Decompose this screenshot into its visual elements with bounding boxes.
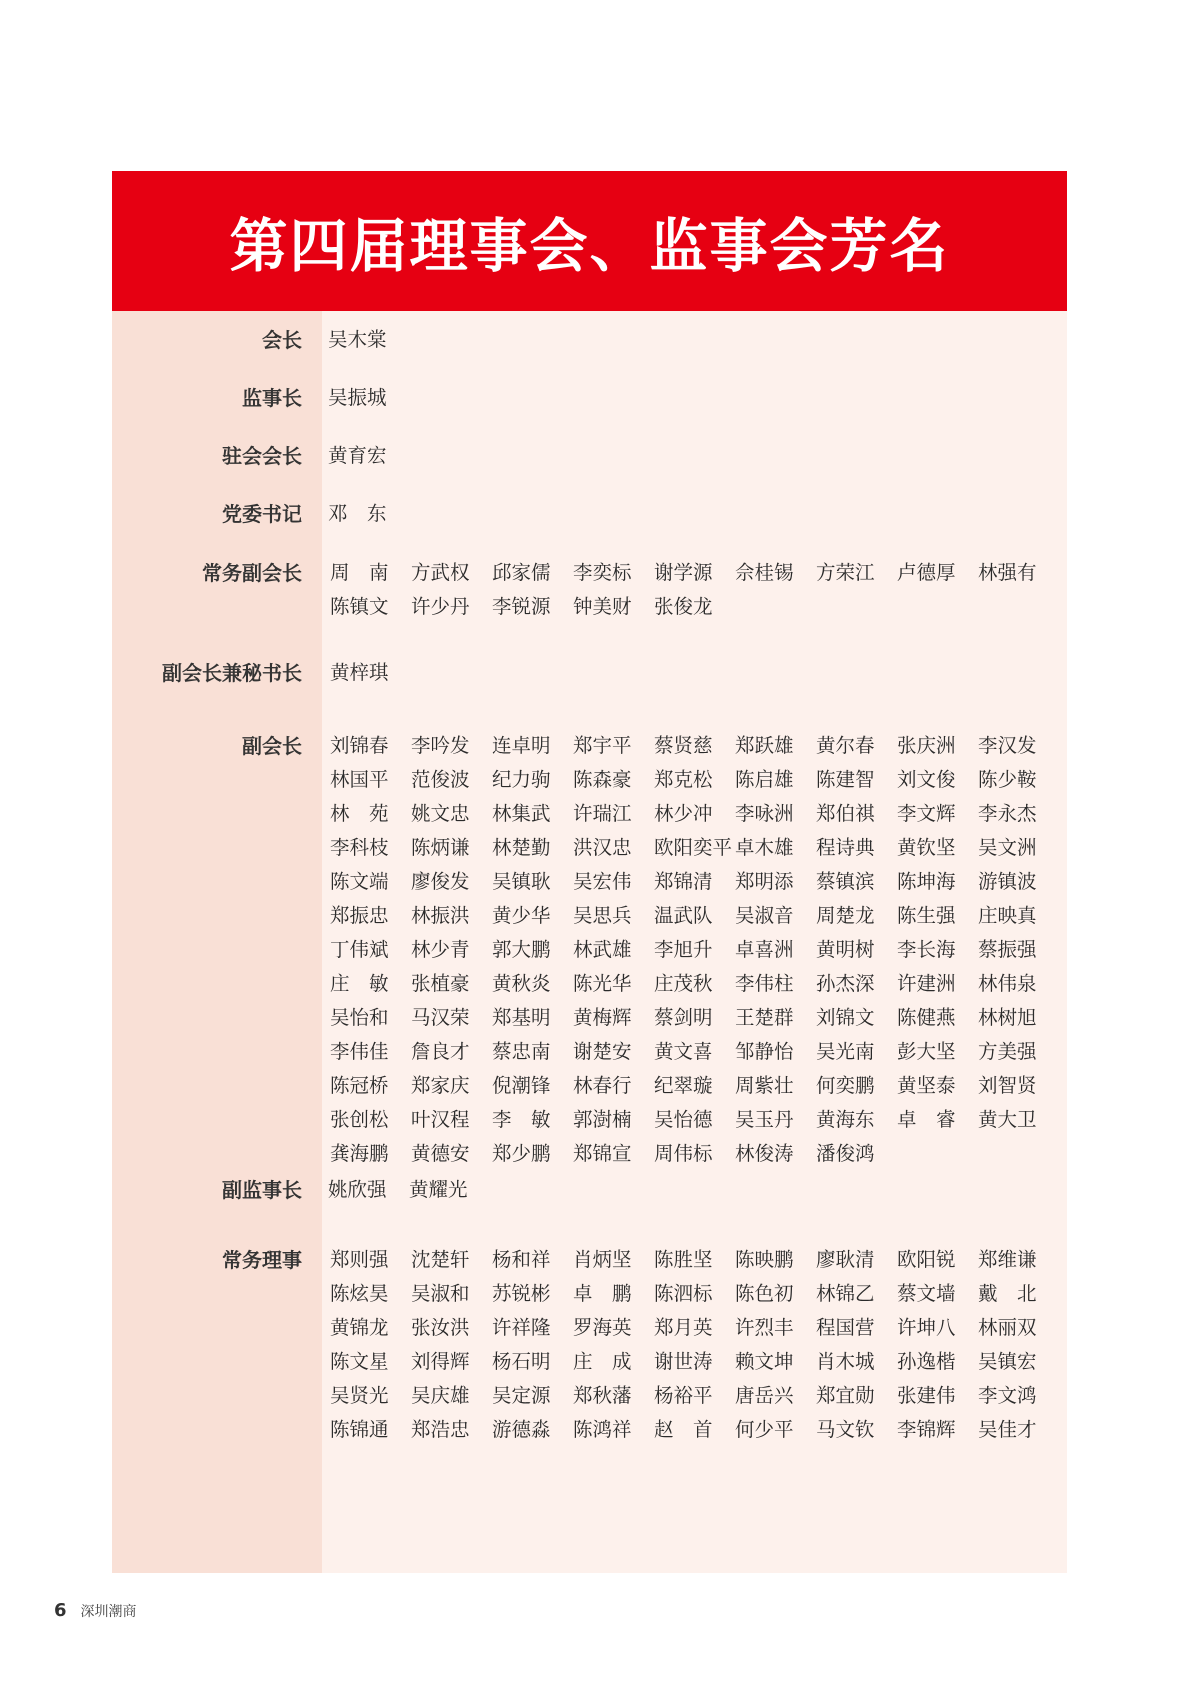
member-name: 李文鸿: [978, 1384, 1037, 1407]
member-name: 郑则强: [330, 1248, 389, 1271]
member-name: 邱家儒: [492, 561, 551, 584]
member-name: 黄梓琪: [330, 661, 389, 684]
member-name: 蔡振强: [978, 938, 1037, 961]
member-name: 林少冲: [654, 802, 713, 825]
member-name: 吴木棠: [328, 328, 387, 351]
member-name: 卓 鹏: [573, 1282, 632, 1305]
member-name: 张植豪: [411, 972, 470, 995]
section-label: 党委书记: [222, 502, 302, 526]
member-name: 黄耀光: [409, 1178, 468, 1201]
member-name: 庄 敏: [330, 972, 389, 995]
member-name: 林伟泉: [978, 972, 1037, 995]
member-name: 黄明树: [816, 938, 875, 961]
member-name: 彭大坚: [897, 1040, 956, 1063]
member-name: 林强有: [978, 561, 1037, 584]
member-name: 李科枝: [330, 836, 389, 859]
member-name: 黄育宏: [328, 444, 387, 467]
member-name: 温武队: [654, 904, 713, 927]
member-name: 欧阳锐: [897, 1248, 956, 1271]
member-name: 郑基明: [492, 1006, 551, 1029]
member-name: 方美强: [978, 1040, 1037, 1063]
member-name: 张建伟: [897, 1384, 956, 1407]
member-name: 吴玉丹: [735, 1108, 794, 1131]
member-name: 陈建智: [816, 768, 875, 791]
member-name: 林少青: [411, 938, 470, 961]
member-name: 詹良才: [411, 1040, 470, 1063]
section-label: 会长: [262, 328, 302, 352]
member-name: 黄海东: [816, 1108, 875, 1131]
member-name: 蔡贤慈: [654, 734, 713, 757]
member-name: 李锦辉: [897, 1418, 956, 1441]
member-name: 郑宇平: [573, 734, 632, 757]
member-name: 何少平: [735, 1418, 794, 1441]
member-name: 陈生强: [897, 904, 956, 927]
member-name: 纪力驹: [492, 768, 551, 791]
member-name: 赵 首: [654, 1418, 713, 1441]
member-name: 郑少鹏: [492, 1142, 551, 1165]
member-name: 林俊涛: [735, 1142, 794, 1165]
member-name: 吴淑音: [735, 904, 794, 927]
member-name: 倪潮锋: [492, 1074, 551, 1097]
member-name: 谢世涛: [654, 1350, 713, 1373]
member-name: 郑维谦: [978, 1248, 1037, 1271]
member-name: 王楚群: [735, 1006, 794, 1029]
member-name: 林振洪: [411, 904, 470, 927]
member-name: 李旭升: [654, 938, 713, 961]
member-name: 陈启雄: [735, 768, 794, 791]
member-name: 游德淼: [492, 1418, 551, 1441]
member-name: 周紫壮: [735, 1074, 794, 1097]
member-name: 刘得辉: [411, 1350, 470, 1373]
member-name: 姚欣强: [328, 1178, 387, 1201]
member-name: 廖耿清: [816, 1248, 875, 1271]
member-name: 陈鸿祥: [573, 1418, 632, 1441]
page-footer: [54, 1600, 137, 1621]
magazine-name: 深圳潮商: [80, 1604, 137, 1620]
member-name: 陈少鞍: [978, 768, 1037, 791]
member-name: 吴文洲: [978, 836, 1037, 859]
member-name: 陈色初: [735, 1282, 794, 1305]
member-name: 游镇波: [978, 870, 1037, 893]
section-label: 副会长: [242, 734, 302, 758]
member-name: 李锐源: [492, 595, 551, 618]
member-name: 杨和祥: [492, 1248, 551, 1271]
member-name: 肖炳坚: [573, 1248, 632, 1271]
member-name: 蔡文墙: [897, 1282, 956, 1305]
member-name: 黄德安: [411, 1142, 470, 1165]
member-name: 邹静怡: [735, 1040, 794, 1063]
member-name: 李 敏: [492, 1108, 551, 1131]
member-name: 肖木城: [816, 1350, 875, 1373]
member-name: 陈泗标: [654, 1282, 713, 1305]
member-name: 林 苑: [330, 802, 389, 825]
member-name: 杨石明: [492, 1350, 551, 1373]
member-name: 林丽双: [978, 1316, 1037, 1339]
member-name: 陈胜坚: [654, 1248, 713, 1271]
member-name: 吴佳才: [978, 1418, 1037, 1441]
member-name: 林集武: [492, 802, 551, 825]
name-list: [328, 381, 1048, 415]
member-name: 卢德厚: [897, 561, 956, 584]
member-name: 张汝洪: [411, 1316, 470, 1339]
member-name: 蔡忠南: [492, 1040, 551, 1063]
member-name: 吴宏伟: [573, 870, 632, 893]
member-name: 刘锦春: [330, 734, 389, 757]
member-name: 纪翠璇: [654, 1074, 713, 1097]
member-name: 陈健燕: [897, 1006, 956, 1029]
member-name: 李伟柱: [735, 972, 794, 995]
member-name: 卓木雄: [735, 836, 794, 859]
member-name: 吴光南: [816, 1040, 875, 1063]
member-name: 杨裕平: [654, 1384, 713, 1407]
member-name: 林武雄: [573, 938, 632, 961]
member-name: 卓喜洲: [735, 938, 794, 961]
member-name: 李文辉: [897, 802, 956, 825]
member-name: 谢楚安: [573, 1040, 632, 1063]
member-name: 邓 东: [328, 502, 387, 525]
member-name: 吴怡德: [654, 1108, 713, 1131]
member-name: 郑秋藩: [573, 1384, 632, 1407]
member-name: 黄钦坚: [897, 836, 956, 859]
member-name: 戴 北: [978, 1282, 1037, 1305]
member-name: 叶汉程: [411, 1108, 470, 1131]
member-name: 刘锦文: [816, 1006, 875, 1029]
member-name: 郑振忠: [330, 904, 389, 927]
member-name: 周楚龙: [816, 904, 875, 927]
member-name: 李奕标: [573, 561, 632, 584]
name-list: [330, 556, 1050, 624]
member-name: 吴镇宏: [978, 1350, 1037, 1373]
member-name: 吴怡和: [330, 1006, 389, 1029]
member-name: 许烈丰: [735, 1316, 794, 1339]
member-name: 孙杰深: [816, 972, 875, 995]
name-list: [330, 1243, 1050, 1447]
member-name: 郑锦清: [654, 870, 713, 893]
member-name: 李吟发: [411, 734, 470, 757]
member-name: 丁伟斌: [330, 938, 389, 961]
member-name: 郭大鹏: [492, 938, 551, 961]
member-name: 蔡镇滨: [816, 870, 875, 893]
member-name: 陈锦通: [330, 1418, 389, 1441]
member-name: 李咏洲: [735, 802, 794, 825]
section-label: 常务副会长: [202, 561, 302, 585]
member-name: 郑锦宣: [573, 1142, 632, 1165]
member-name: 郑月英: [654, 1316, 713, 1339]
member-name: 黄尔春: [816, 734, 875, 757]
name-list: [328, 497, 1048, 531]
member-name: 陈炳谦: [411, 836, 470, 859]
member-name: 钟美财: [573, 595, 632, 618]
member-name: 连卓明: [492, 734, 551, 757]
member-name: 郑跃雄: [735, 734, 794, 757]
member-name: 许瑞江: [573, 802, 632, 825]
member-name: 程诗典: [816, 836, 875, 859]
member-name: 程国营: [816, 1316, 875, 1339]
member-name: 罗海英: [573, 1316, 632, 1339]
member-name: 郑家庆: [411, 1074, 470, 1097]
member-name: 佘桂锡: [735, 561, 794, 584]
member-name: 吴镇耿: [492, 870, 551, 893]
member-name: 李永杰: [978, 802, 1037, 825]
member-name: 卓 睿: [897, 1108, 956, 1131]
member-name: 林锦乙: [816, 1282, 875, 1305]
member-name: 李长海: [897, 938, 956, 961]
name-list: [328, 323, 1048, 357]
member-name: 黄梅辉: [573, 1006, 632, 1029]
member-name: 李伟佳: [330, 1040, 389, 1063]
member-name: 吴贤光: [330, 1384, 389, 1407]
member-name: 庄映真: [978, 904, 1037, 927]
member-name: 孙逸楷: [897, 1350, 956, 1373]
member-name: 黄锦龙: [330, 1316, 389, 1339]
member-name: 郑明添: [735, 870, 794, 893]
member-name: 龚海鹏: [330, 1142, 389, 1165]
member-name: 陈映鹏: [735, 1248, 794, 1271]
member-name: 庄 成: [573, 1350, 632, 1373]
member-name: 黄坚泰: [897, 1074, 956, 1097]
member-name: 沈楚轩: [411, 1248, 470, 1271]
member-name: 许坤八: [897, 1316, 956, 1339]
member-name: 林春行: [573, 1074, 632, 1097]
member-name: 张庆洲: [897, 734, 956, 757]
section-label: 驻会会长: [222, 444, 302, 468]
member-name: 吴定源: [492, 1384, 551, 1407]
member-name: 黄少华: [492, 904, 551, 927]
section-label: 监事长: [242, 386, 302, 410]
member-name: 姚文忠: [411, 802, 470, 825]
member-name: 谢学源: [654, 561, 713, 584]
page-title: 第四届理事会、监事会芳名: [229, 212, 950, 280]
section-label: 副监事长: [222, 1178, 302, 1202]
member-name: 吴淑和: [411, 1282, 470, 1305]
member-name: 潘俊鸿: [816, 1142, 875, 1165]
member-name: 郭澍楠: [573, 1108, 632, 1131]
member-name: 何奕鹏: [816, 1074, 875, 1097]
member-name: 许祥隆: [492, 1316, 551, 1339]
member-name: 赖文坤: [735, 1350, 794, 1373]
member-name: 郑浩忠: [411, 1418, 470, 1441]
member-name: 陈文星: [330, 1350, 389, 1373]
member-name: 陈冠桥: [330, 1074, 389, 1097]
member-name: 陈文端: [330, 870, 389, 893]
member-name: 张俊龙: [654, 595, 713, 618]
member-name: 许建洲: [897, 972, 956, 995]
member-name: 陈炫昊: [330, 1282, 389, 1305]
member-name: 蔡剑明: [654, 1006, 713, 1029]
name-list: [328, 439, 1048, 473]
member-name: 马文钦: [816, 1418, 875, 1441]
roster-panel: [112, 311, 1067, 1573]
member-name: 唐岳兴: [735, 1384, 794, 1407]
member-name: 吴庆雄: [411, 1384, 470, 1407]
member-name: 黄大卫: [978, 1108, 1037, 1131]
member-name: 黄文喜: [654, 1040, 713, 1063]
member-name: 黄秋炎: [492, 972, 551, 995]
name-list: [328, 1173, 1048, 1207]
member-name: 庄茂秋: [654, 972, 713, 995]
member-name: 范俊波: [411, 768, 470, 791]
member-name: 郑宜勋: [816, 1384, 875, 1407]
member-name: 马汉荣: [411, 1006, 470, 1029]
member-name: 郑伯祺: [816, 802, 875, 825]
name-list: [330, 729, 1050, 1171]
member-name: 廖俊发: [411, 870, 470, 893]
name-list: [330, 656, 1050, 690]
member-name: 陈光华: [573, 972, 632, 995]
section-label: 常务理事: [222, 1248, 302, 1272]
member-name: 郑克松: [654, 768, 713, 791]
member-name: 周 南: [330, 561, 389, 584]
title-banner: [112, 171, 1067, 311]
member-name: 方武权: [411, 561, 470, 584]
page-number: 6: [54, 1600, 67, 1621]
member-name: 林树旭: [978, 1006, 1037, 1029]
section-label: 副会长兼秘书长: [162, 661, 302, 685]
member-name: 刘智贤: [978, 1074, 1037, 1097]
member-name: 欧阳奕平: [654, 836, 733, 859]
member-name: 周伟标: [654, 1142, 713, 1165]
member-name: 陈镇文: [330, 595, 389, 618]
member-name: 许少丹: [411, 595, 470, 618]
member-name: 张创松: [330, 1108, 389, 1131]
member-name: 苏锐彬: [492, 1282, 551, 1305]
member-name: 吴振城: [328, 386, 387, 409]
member-name: 洪汉忠: [573, 836, 632, 859]
member-name: 陈坤海: [897, 870, 956, 893]
member-name: 李汉发: [978, 734, 1037, 757]
member-name: 林楚勤: [492, 836, 551, 859]
member-name: 陈森豪: [573, 768, 632, 791]
member-name: 林国平: [330, 768, 389, 791]
member-name: 刘文俊: [897, 768, 956, 791]
member-name: 方荣江: [816, 561, 875, 584]
member-name: 吴思兵: [573, 904, 632, 927]
